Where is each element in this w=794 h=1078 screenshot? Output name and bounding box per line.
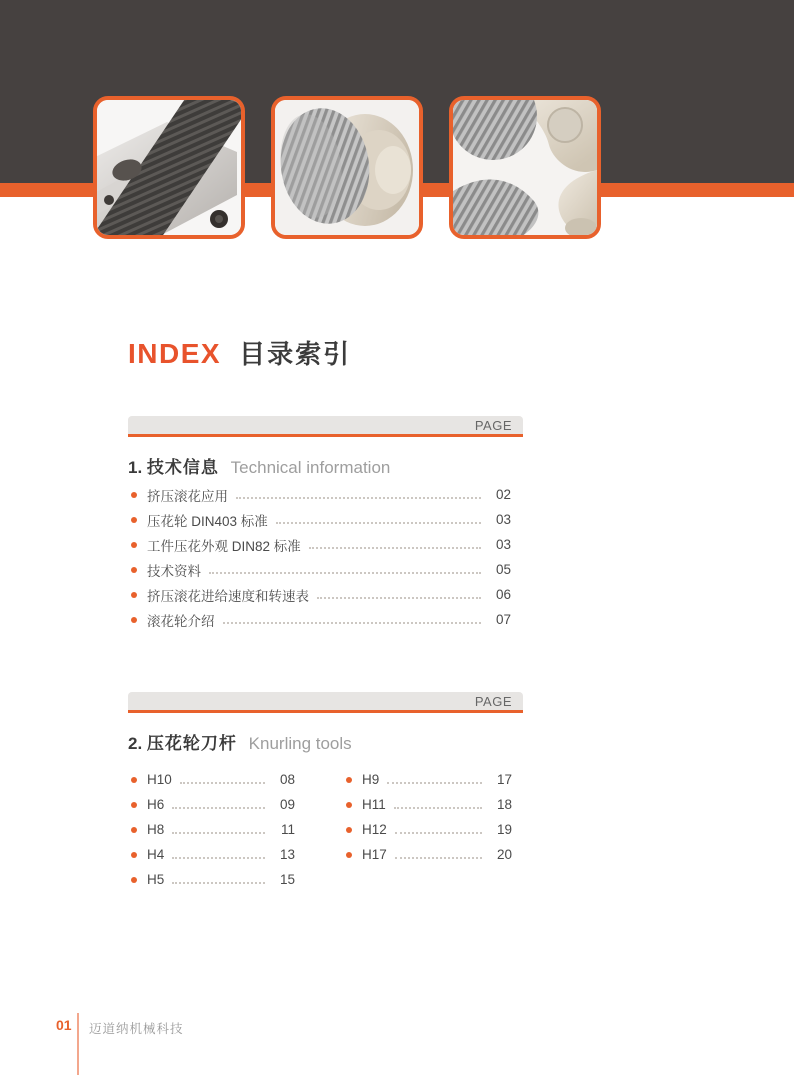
toc-entry-label: H5: [147, 872, 165, 887]
toc-entry[interactable]: [128, 532, 511, 557]
bullet-icon: [131, 592, 137, 598]
dotted-leader: [395, 832, 482, 834]
toc-two-columns: [128, 758, 523, 892]
dotted-leader: [236, 497, 481, 499]
toc-entry-label: H9: [362, 772, 380, 787]
bullet-icon: [131, 492, 137, 498]
section-1-number: 1.: [128, 458, 143, 477]
dotted-leader: [172, 832, 265, 834]
section-1-title-en: Technical information: [230, 458, 391, 477]
toc-entry[interactable]: [128, 867, 295, 892]
toc-entry[interactable]: [128, 507, 511, 532]
toc-entry-page: 20: [496, 847, 512, 862]
dotted-leader: [395, 857, 482, 859]
page-title-en: INDEX: [128, 338, 222, 369]
toc-entry[interactable]: [128, 792, 295, 817]
dotted-leader: [223, 622, 482, 624]
page-title: [128, 334, 351, 371]
toc-entry-page: 02: [495, 487, 511, 502]
bullet-icon: [131, 542, 137, 548]
toc-entry[interactable]: [343, 817, 512, 842]
bullet-icon: [131, 852, 137, 858]
toc-entry[interactable]: [128, 607, 511, 632]
toc-entry-page: 17: [496, 772, 512, 787]
toc-entry-page: 09: [279, 797, 295, 812]
bullet-icon: [131, 517, 137, 523]
dotted-leader: [209, 572, 481, 574]
bullet-icon: [131, 567, 137, 573]
toc-entry-label: 技术资料: [147, 563, 201, 579]
bullet-icon: [131, 877, 137, 883]
toc-entry[interactable]: [343, 792, 512, 817]
toc-entry-page: 08: [279, 772, 295, 787]
dotted-leader: [309, 547, 481, 549]
toc-entry-label: H11: [362, 797, 386, 812]
toc-list-knurling-left: [128, 767, 295, 892]
toc-entry-label: 压花轮 DIN403 标准: [147, 513, 268, 529]
dotted-leader: [394, 807, 482, 809]
toc-entry-label: H17: [362, 847, 387, 862]
section-1-title: [128, 453, 523, 477]
knurling-holder-illustration: [97, 100, 241, 235]
toc-entry[interactable]: [128, 482, 511, 507]
section-2-number: 2.: [128, 734, 143, 753]
footer-company-name: 迈道纳机械科技: [89, 1022, 184, 1036]
page-column-header: [128, 692, 523, 713]
photo-strip: [93, 96, 601, 239]
knurling-holder-photo: [93, 96, 245, 239]
toc-entry-label: 挤压滚花进给速度和转速表: [147, 588, 309, 604]
footer-page-number: 01: [56, 1017, 72, 1033]
toc-entry-label: H4: [147, 847, 165, 862]
meshing-knurl-wheels-illustration: [453, 100, 597, 235]
page-label: PAGE: [474, 417, 512, 433]
toc-entry-page: 18: [496, 797, 512, 812]
toc-entry-label: 工件压花外观 DIN82 标准: [147, 538, 301, 554]
bullet-icon: [346, 802, 352, 808]
knurling-wheel-illustration: [275, 100, 419, 235]
toc-list-technical: [128, 482, 523, 632]
toc-entry-page: 03: [495, 512, 511, 527]
bullet-icon: [346, 777, 352, 783]
section-2-title-zh: 压花轮刀杆: [146, 734, 237, 753]
toc-entry-page: 11: [280, 822, 295, 837]
dotted-leader: [317, 597, 481, 599]
bullet-icon: [346, 827, 352, 833]
toc-entry-page: 06: [495, 587, 511, 602]
toc-entry-page: 05: [495, 562, 511, 577]
toc-entry-label: H12: [362, 822, 387, 837]
section-2-title: [128, 729, 523, 753]
toc-entry-label: H8: [147, 822, 165, 837]
section-knurling-tools: [128, 692, 523, 892]
toc-entry-page: 07: [495, 612, 511, 627]
section-technical-information: [128, 416, 523, 632]
toc-entry[interactable]: [343, 842, 512, 867]
toc-list-knurling-right: [343, 767, 512, 892]
toc-entry-label: 挤压滚花应用: [147, 488, 228, 504]
page-column-header: [128, 416, 523, 437]
bullet-icon: [131, 827, 137, 833]
toc-entry-page: 13: [279, 847, 295, 862]
bullet-icon: [131, 777, 137, 783]
knurling-wheel-photo: [271, 96, 423, 239]
dotted-leader: [387, 782, 482, 784]
meshing-knurl-wheels-photo: [449, 96, 601, 239]
toc-entry-label: 滚花轮介绍: [147, 613, 215, 629]
dotted-leader: [172, 857, 265, 859]
toc-entry[interactable]: [343, 767, 512, 792]
bullet-icon: [346, 852, 352, 858]
toc-entry-page: 15: [279, 872, 295, 887]
toc-entry[interactable]: [128, 842, 295, 867]
dotted-leader: [172, 882, 265, 884]
dotted-leader: [276, 522, 481, 524]
bullet-icon: [131, 802, 137, 808]
section-1-title-zh: 技术信息: [146, 458, 219, 477]
toc-entry[interactable]: [128, 582, 511, 607]
toc-entry-page: 19: [496, 822, 512, 837]
dotted-leader: [180, 782, 265, 784]
dotted-leader: [172, 807, 265, 809]
section-2-title-en: Knurling tools: [248, 734, 352, 753]
toc-entry[interactable]: [128, 767, 295, 792]
page-title-zh: 目录索引: [239, 339, 352, 369]
toc-entry-label: H10: [147, 772, 172, 787]
toc-entry-label: H6: [147, 797, 165, 812]
toc-entry[interactable]: [128, 817, 295, 842]
footer-divider: [77, 1013, 79, 1075]
toc-entry-page: 03: [495, 537, 511, 552]
toc-entry[interactable]: [128, 557, 511, 582]
page-label: PAGE: [474, 693, 512, 709]
bullet-icon: [131, 617, 137, 623]
